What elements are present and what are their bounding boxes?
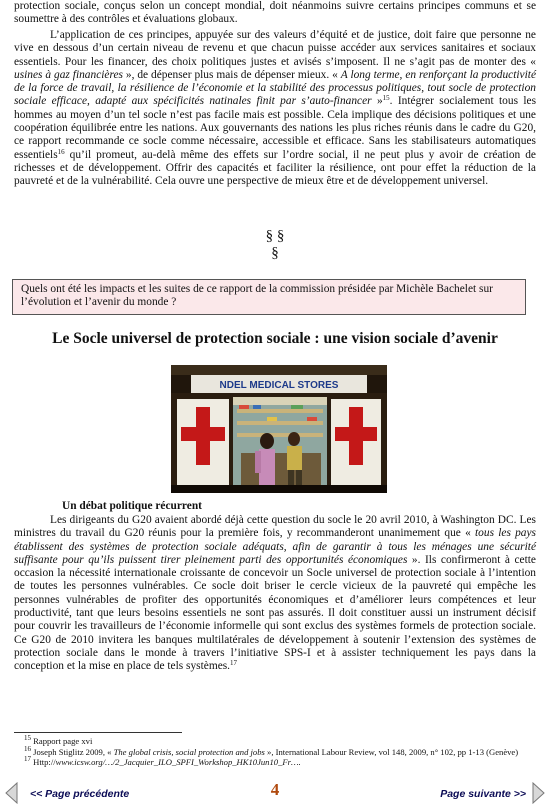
text-run: ». Ils confirmeront à cette occasion la nécessité internationale croissante de concevoir un Socle universel de protection sociale à l’intention de toutes les personnes vulnérables. Ce socle doit briser le cercle vicieux de la pauvreté qui empêche les personnes vulnérables de profiter des opportunités économiques et d’améliorer leurs compétences et leur productivité, tant que leurs besoins essentiels ne sont pas assurés. Il doit constituer aussi un instrument décisif pour couvrir les travailleurs de l’économie informelle qui sont exclus des systèmes formels de protection sociale. Ce G20 de 2010 invitera les banques multilatérales de développement à soutenir l’extension des systèmes de protection sociale dans le monde à travers l’initiative SPS-I et à assister techniquement les pays dans la conception et la mise en place de tels systèmes. [14,553,536,673]
text-run: », de dépenser plus mais de dépenser mieux. « [122,68,341,81]
next-page-link[interactable]: Page suivante >> [440,788,526,800]
section-marks: § [271,245,279,261]
subheading: Un débat politique récurrent [62,500,202,512]
footnote-ref[interactable]: 15 [382,94,390,103]
medical-store-photo [171,365,387,493]
section-separator [0,228,550,262]
italic-quote: A long terme, en renforçant la productivité de la force de travail, la résilience de l’économie et la stabilité des processus politiques, tout socle de protection sociale efficace, adapté aux spécificités natinales finit par s’auto-financer [14,68,537,108]
paragraph-principles [14,29,536,189]
section-marks: § § [265,228,285,244]
paragraph-text [14,29,536,189]
photo-illustration [171,365,387,493]
text-run: . Intégrer socialement tous les hommes au moyen d’un tel socle n’est pas facile mais est possible. Cela implique des décisions politiques et une coopération équilibrée entre les nations. Aux gouvernants des nations les plus riches réunis dans le cadre du G20, ce rapport recommande ce socle comme nécessaire, accessible et efficace. Sans les stabilisateurs automatiques essentiels [14,95,537,161]
footnote-ref[interactable]: 16 [57,147,65,156]
question-box [12,279,526,315]
store-sign-text: NDEL MEDICAL STORES [219,380,339,391]
footnote-link[interactable]: www.icsw.org/…/2_Jacquier_ILO_SPFI_Workshop_HK10Jun10_Fr…. [55,757,301,768]
footnote-ref[interactable]: 17 [230,659,238,668]
paragraph-text: protection sociale, conçus selon un concept mondial, doit néanmoins suivre certains principes communs et se soumettre à des contrôles et évaluations globaux. [14,0,536,26]
footnote-text: Http:// [31,757,56,768]
section-title: Le Socle universel de protection sociale : une vision sociale d’avenir [52,330,498,347]
previous-page-link[interactable]: << Page précédente [30,788,130,800]
footnote-text: Joseph Stiglitz 2009, « [31,746,114,757]
footnote-number: 15 [24,734,31,742]
footnote-text: », International Labour Review, vol 148, 2009, n° 102, pp 1-13 (Genève) [264,746,519,757]
text-run: Les dirigeants du G20 avaient abordé déjà cette question du socle le 20 avril 2010, à Washington DC. Les ministres du travail du G20 réunis pour la première fois, y recommanderont unanimement que « [14,514,536,540]
text-run: » [371,95,383,108]
paragraph-text [14,514,536,674]
italic-quote: tous les pays établissent des systèmes de protection sociale adéquats, afin de garantir à tous les ménages une sécurité suffisante pour qu’ils puissent tirer pleinement parti des opportunités économiques [14,527,536,566]
text-run: qu’il promeut, au-delà même des effets sur l’ordre social, il ne peut plus y avoir de création de richesses et de développement. Offrir des capacités et faciliter la résilience, ont pour effet la réduction de la pauvreté et de la vulnérabilité. Cela ouvre une perspective de mieux être et de développement universel. [14,148,536,188]
text-run: L’application de ces principes, appuyée sur des valeurs d’équité et de justice, doit faire que personne ne vive en dessous d’un certain niveau de revenu et que chacun puisse accéder aux services sanitaires et sociaux essentiels. Pour les financer, des choix politiques justes et avisés s’imposent. Il ne s’agit pas de monter des « [14,29,536,68]
footnote-text: Rapport page xvi [31,736,93,746]
paragraph-intro-continuation [14,0,536,27]
footnote-title: The global crisis, social protection and jobs [113,746,265,757]
footnote-number: 17 [24,755,31,764]
question-text: Quels ont été les impacts et les suites de ce rapport de la commission présidée par Michèle Bachelet sur l’évolution et l’avenir du monde ? [21,283,493,309]
page-number: 4 [270,780,280,799]
italic-quote: usines à gaz financières [14,68,123,81]
page-footer [0,782,550,804]
footnote-16 [24,744,530,758]
footnote-number: 16 [24,744,31,753]
next-arrow-icon[interactable] [532,782,546,804]
footnote-divider [14,732,182,733]
paragraph-g20-debate [14,514,536,674]
footnotes [24,736,530,768]
footnote-15 [24,736,530,747]
footnote-17 [24,757,530,768]
